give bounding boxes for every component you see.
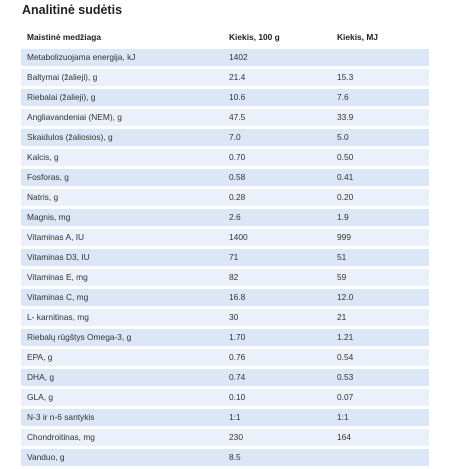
nutrient-cell: Vitaminas D3, IU bbox=[21, 249, 223, 266]
table-row bbox=[21, 69, 429, 86]
amount-mj-cell: 59 bbox=[331, 269, 429, 286]
nutrient-cell: Vitaminas C, mg bbox=[21, 289, 223, 306]
amount-100g-cell: 230 bbox=[223, 429, 331, 446]
nutrient-cell: Metabolizuojama energija, kJ bbox=[21, 49, 223, 66]
table-row bbox=[21, 289, 429, 306]
amount-mj-cell: 0.41 bbox=[331, 169, 429, 186]
amount-100g-cell: 1400 bbox=[223, 229, 331, 246]
amount-100g-cell: 1402 bbox=[223, 49, 331, 66]
table-row bbox=[21, 369, 429, 386]
table-row bbox=[21, 409, 429, 426]
amount-100g-cell: 0.58 bbox=[223, 169, 331, 186]
nutrient-cell: Riebalų rūgštys Omega-3, g bbox=[21, 329, 223, 346]
amount-mj-cell: 164 bbox=[331, 429, 429, 446]
table-row bbox=[21, 49, 429, 66]
nutrient-cell: DHA, g bbox=[21, 369, 223, 386]
amount-100g-cell: 0.76 bbox=[223, 349, 331, 366]
amount-mj-cell: 5.0 bbox=[331, 129, 429, 146]
amount-mj-cell: 21 bbox=[331, 309, 429, 326]
nutrient-cell: GLA, g bbox=[21, 389, 223, 406]
analysis-table bbox=[21, 26, 429, 469]
table-row bbox=[21, 229, 429, 246]
table-row bbox=[21, 209, 429, 226]
header-nutrient: Maistinė medžiaga bbox=[21, 29, 223, 46]
table-row bbox=[21, 109, 429, 126]
section-title: Analitinė sudėtis bbox=[22, 3, 123, 17]
nutrient-cell: Skaidulos (žaliosios), g bbox=[21, 129, 223, 146]
table-row bbox=[21, 269, 429, 286]
nutrient-cell: Vanduo, g bbox=[21, 449, 223, 466]
table-row bbox=[21, 349, 429, 366]
table-row bbox=[21, 389, 429, 406]
nutrient-cell: Kalcis, g bbox=[21, 149, 223, 166]
amount-100g-cell: 82 bbox=[223, 269, 331, 286]
amount-mj-cell: 999 bbox=[331, 229, 429, 246]
amount-mj-cell bbox=[331, 49, 429, 66]
nutrient-cell: Chondroitinas, mg bbox=[21, 429, 223, 446]
nutrient-cell: Fosforas, g bbox=[21, 169, 223, 186]
amount-mj-cell: 0.20 bbox=[331, 189, 429, 206]
amount-100g-cell: 0.10 bbox=[223, 389, 331, 406]
amount-100g-cell: 10.6 bbox=[223, 89, 331, 106]
table-row bbox=[21, 89, 429, 106]
amount-100g-cell: 71 bbox=[223, 249, 331, 266]
amount-100g-cell: 8.5 bbox=[223, 449, 331, 466]
table-body bbox=[21, 49, 429, 466]
table-row bbox=[21, 309, 429, 326]
amount-mj-cell: 51 bbox=[331, 249, 429, 266]
amount-mj-cell: 0.07 bbox=[331, 389, 429, 406]
nutrient-cell: Baltymai (žalieji), g bbox=[21, 69, 223, 86]
table-row bbox=[21, 429, 429, 446]
amount-100g-cell: 7.0 bbox=[223, 129, 331, 146]
amount-100g-cell: 0.70 bbox=[223, 149, 331, 166]
amount-mj-cell: 12.0 bbox=[331, 289, 429, 306]
nutrient-cell: Angliavandeniai (NEM), g bbox=[21, 109, 223, 126]
table-row bbox=[21, 249, 429, 266]
header-amount-100g: Kiekis, 100 g bbox=[223, 29, 331, 46]
table-row bbox=[21, 169, 429, 186]
amount-100g-cell: 47.5 bbox=[223, 109, 331, 126]
table-row bbox=[21, 129, 429, 146]
nutrient-cell: Vitaminas A, IU bbox=[21, 229, 223, 246]
nutrient-cell: EPA, g bbox=[21, 349, 223, 366]
nutrient-cell: N-3 ir n-6 santykis bbox=[21, 409, 223, 426]
table-row bbox=[21, 149, 429, 166]
amount-mj-cell: 1.21 bbox=[331, 329, 429, 346]
amount-100g-cell: 16.8 bbox=[223, 289, 331, 306]
amount-100g-cell: 1.70 bbox=[223, 329, 331, 346]
amount-100g-cell: 0.74 bbox=[223, 369, 331, 386]
table-row bbox=[21, 329, 429, 346]
nutrient-cell: Vitaminas E, mg bbox=[21, 269, 223, 286]
nutrient-cell: L- karnitinas, mg bbox=[21, 309, 223, 326]
nutrient-cell: Magnis, mg bbox=[21, 209, 223, 226]
nutrient-cell: Riebalai (žalieji), g bbox=[21, 89, 223, 106]
table-header-row bbox=[21, 29, 429, 46]
amount-100g-cell: 2.6 bbox=[223, 209, 331, 226]
table-row bbox=[21, 189, 429, 206]
amount-mj-cell: 0.53 bbox=[331, 369, 429, 386]
amount-100g-cell: 1:1 bbox=[223, 409, 331, 426]
amount-100g-cell: 0.28 bbox=[223, 189, 331, 206]
amount-100g-cell: 21.4 bbox=[223, 69, 331, 86]
amount-100g-cell: 30 bbox=[223, 309, 331, 326]
amount-mj-cell: 1.9 bbox=[331, 209, 429, 226]
header-amount-mj: Kiekis, MJ bbox=[331, 29, 429, 46]
amount-mj-cell: 0.54 bbox=[331, 349, 429, 366]
nutrient-cell: Natris, g bbox=[21, 189, 223, 206]
amount-mj-cell: 33.9 bbox=[331, 109, 429, 126]
amount-mj-cell: 0.50 bbox=[331, 149, 429, 166]
amount-mj-cell: 15.3 bbox=[331, 69, 429, 86]
amount-mj-cell: 1:1 bbox=[331, 409, 429, 426]
amount-mj-cell: 7.6 bbox=[331, 89, 429, 106]
